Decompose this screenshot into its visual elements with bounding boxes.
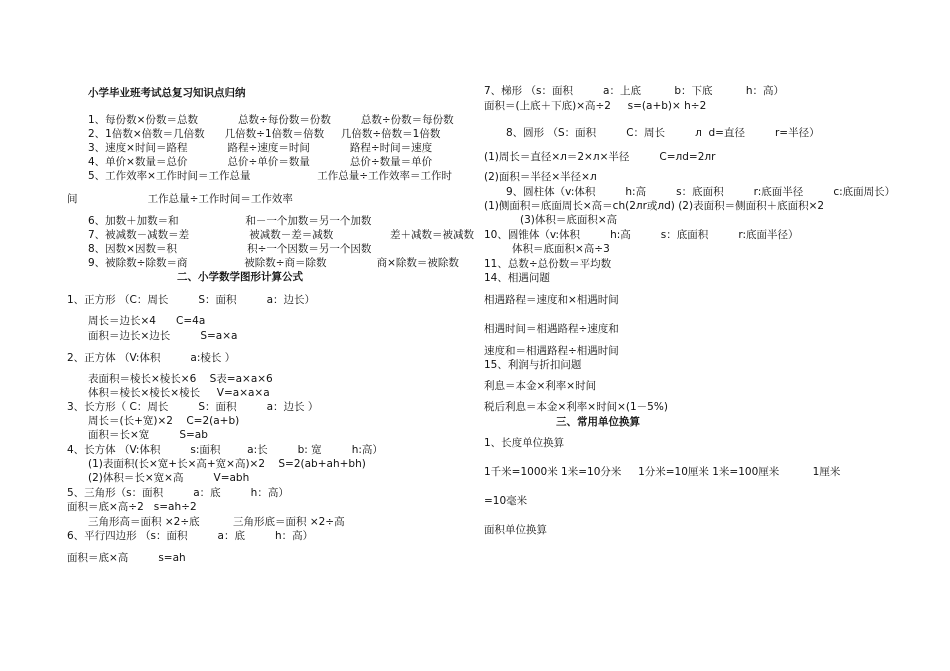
triangle-area: 面积＝底×高÷2 s=ah÷2 [67, 501, 197, 513]
circle-circumference: (1)周长＝直径×л＝2×л×半径 C=лd=2лr [484, 151, 716, 163]
average-rule: 11、总数÷总份数＝平均数 [484, 258, 612, 270]
triangle-height-base: 三角形高＝面积 ×2÷底 三角形底＝面积 ×2÷高 [88, 516, 345, 528]
cube-volume: 体积＝棱长×棱长×棱长 V=a×a×a [88, 387, 270, 399]
square-perimeter: 周长＝边长×4 C=4a [88, 315, 206, 327]
speed-sum: 速度和＝相遇路程÷相遇时间 [484, 345, 619, 357]
cylinder-heading: 9、圆柱体（v:体积 h:高 s：底面积 r:底面半径 c:底面周长） [506, 186, 896, 198]
triangle-heading: 5、三角形（s：面积 a：底 h：高） [67, 487, 289, 499]
after-tax-interest-rule: 税后利息＝本金×利率×时间×(1－5%) [484, 401, 668, 413]
square-area: 面积＝边长×边长 S=a×a [88, 330, 238, 342]
cube-heading: 2、正方体 （V:体积 a:棱长 ） [67, 352, 236, 364]
length-units-line-1: 1千米=1000米 1米=10分米 1分米=10厘米 1米=100厘米 1厘米 [484, 466, 841, 478]
cylinder-lateral-surface: (1)侧面积＝底面周长×高＝ch(2лr或лd) (2)表面积＝侧面积＋底面积×2 [484, 200, 825, 212]
parallelogram-heading: 6、平行四边形 （s：面积 a：底 h：高） [67, 530, 314, 542]
cuboid-heading: 4、长方体 （V:体积 s:面积 a:长 b: 宽 h:高） [67, 444, 383, 456]
length-units-line-2: =10毫米 [484, 495, 528, 507]
rectangle-perimeter: 周长＝(长+宽)×2 C=2(a+b) [88, 415, 240, 427]
rule-line-8: 8、因数×因数＝积 积÷一个因数＝另一个因数 [88, 243, 372, 255]
section-heading-shapes: 二、小学数学图形计算公式 [177, 271, 303, 283]
parallelogram-area: 面积＝底×高 s=ah [67, 552, 186, 564]
cone-heading: 10、圆锥体（v:体积 h:高 s：底面积 r:底面半径） [484, 229, 799, 241]
rule-line-6: 6、加数＋加数＝和 和－一个加数＝另一个加数 [88, 215, 372, 227]
rule-line-3: 3、速度×时间＝路程 路程÷速度＝时间 路程÷时间＝速度 [88, 142, 433, 154]
cube-surface-area: 表面积＝棱长×棱长×6 S表=a×a×6 [88, 373, 273, 385]
trapezoid-area: 面积＝(上底＋下底)×高÷2 s=(a+b)× h÷2 [484, 100, 707, 112]
square-heading: 1、正方形 （C：周长 S：面积 a：边长） [67, 294, 316, 306]
interest-rule: 利息＝本金×利率×时间 [484, 380, 597, 392]
length-units-heading: 1、长度单位换算 [484, 437, 565, 449]
rule-line-7: 7、被减数－减数＝差 被减数－差＝减数 差＋减数＝被减数 [88, 229, 474, 241]
cylinder-volume: (3)体积＝底面积×高 [520, 214, 618, 226]
cuboid-surface-area: (1)表面积(长×宽+长×高+宽×高)×2 S=2(ab+ah+bh) [88, 458, 366, 470]
circle-area: (2)面积＝半径×半径×л [484, 171, 597, 183]
profit-discount-heading: 15、利润与折扣问题 [484, 359, 582, 371]
rectangle-area: 面积＝长×宽 S=ab [88, 429, 208, 441]
rectangle-heading: 3、长方形（ C：周长 S：面积 a：边长 ） [67, 401, 319, 413]
rule-line-4: 4、单价×数量＝总价 总价÷单价＝数量 总价÷数量＝单价 [88, 156, 433, 168]
rule-line-9: 9、被除数÷除数＝商 被除数÷商＝除数 商×除数＝被除数 [88, 257, 459, 269]
section-heading-units: 三、常用单位换算 [556, 416, 640, 428]
rule-line-1: 1、每份数×份数＝总数 总数÷每份数＝份数 总数÷份数＝每份数 [88, 114, 454, 126]
circle-heading: 8、圆形 （S：面积 C：周长 л d=直径 r=半径） [506, 127, 820, 139]
cuboid-volume: (2)体积＝长×宽×高 V=abh [88, 472, 250, 484]
area-units-heading: 面积单位换算 [484, 524, 547, 536]
trapezoid-heading: 7、梯形 （s：面积 a：上底 b：下底 h：高） [484, 85, 785, 97]
document-title: 小学毕业班考试总复习知识点归纳 [88, 87, 246, 99]
rule-line-2: 2、1倍数×倍数＝几倍数 几倍数÷1倍数＝倍数 几倍数÷倍数＝1倍数 [88, 128, 441, 140]
rule-line-5-continued: 间 工作总量÷工作时间＝工作效率 [67, 193, 293, 205]
meeting-time: 相遇时间＝相遇路程÷速度和 [484, 323, 619, 335]
meeting-problem-heading: 14、相遇问题 [484, 272, 550, 284]
cone-volume: 体积＝底面积×高÷3 [512, 243, 610, 255]
meeting-distance: 相遇路程＝速度和×相遇时间 [484, 294, 619, 306]
rule-line-5: 5、工作效率×工作时间＝工作总量 工作总量÷工作效率＝工作时 [88, 170, 453, 182]
